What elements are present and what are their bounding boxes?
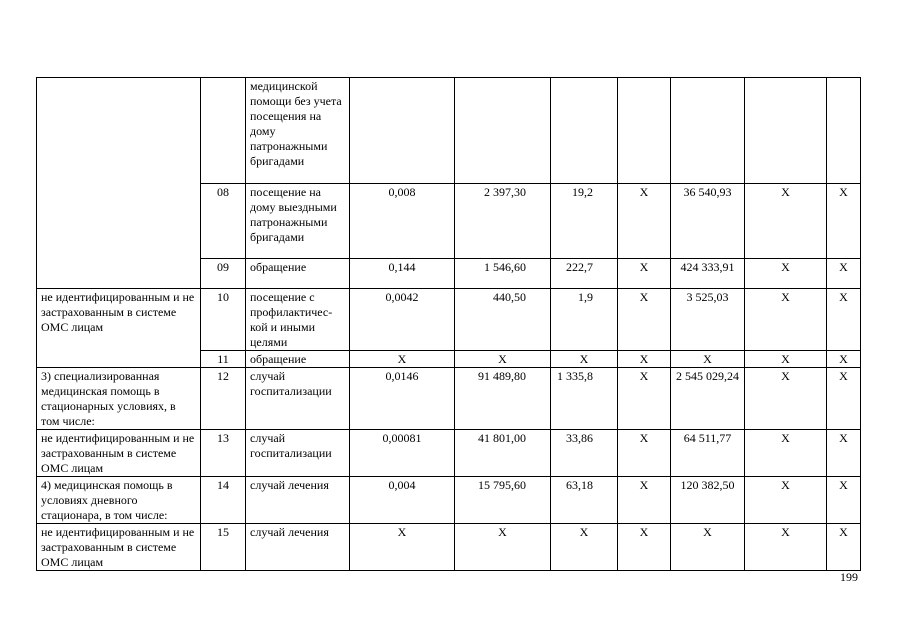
table-row [37, 78, 861, 184]
cell-value: 424 333,91 [671, 259, 745, 289]
cell-value: X [350, 351, 455, 368]
cell-value: X [455, 351, 551, 368]
cell-value: 15 795,60 [455, 477, 551, 524]
page-number: 199 [840, 570, 858, 584]
row-label: 3) специализированная медицинская помощь в стационарных условиях, в том числе: [37, 368, 201, 430]
cell-value [618, 78, 671, 184]
cell-value: 19,2 [551, 184, 618, 259]
row-label: не идентифицированным и не застрахованным в системе ОМС лицам [37, 524, 201, 571]
cell-value: 440,50 [455, 289, 551, 351]
cell-value: 0,0146 [350, 368, 455, 430]
cell-value: X [618, 524, 671, 571]
cell-value: 64 511,77 [671, 430, 745, 477]
row-code: 13 [201, 430, 246, 477]
cell-value: 120 382,50 [671, 477, 745, 524]
cell-value: 91 489,80 [455, 368, 551, 430]
cell-value [350, 78, 455, 184]
row-unit: случай госпитализации [246, 368, 350, 430]
cell-value: 2 397,30 [455, 184, 551, 259]
cell-value: X [745, 289, 827, 351]
cell-value: 33,86 [551, 430, 618, 477]
cell-value: X [827, 351, 861, 368]
row-label: не идентифицированным и не застрахованным в системе ОМС лицам [37, 430, 201, 477]
row-label [37, 259, 201, 289]
cell-value: X [618, 477, 671, 524]
cell-value: X [745, 368, 827, 430]
table-row [37, 430, 861, 477]
table-row [37, 524, 861, 571]
row-code: 15 [201, 524, 246, 571]
row-label [37, 184, 201, 259]
cell-value: X [745, 477, 827, 524]
cell-value: X [551, 524, 618, 571]
cell-value: X [827, 184, 861, 259]
cell-value: X [745, 259, 827, 289]
cell-value: 222,7 [551, 259, 618, 289]
row-code: 10 [201, 289, 246, 351]
row-label: не идентифицированным и не застрахованным в системе ОМС лицам [37, 289, 201, 351]
row-code: 09 [201, 259, 246, 289]
row-unit: обращение [246, 259, 350, 289]
cell-value: 0,008 [350, 184, 455, 259]
cell-value [551, 78, 618, 184]
row-unit: обращение [246, 351, 350, 368]
cell-value: 2 545 029,24 [671, 368, 745, 430]
row-label: 4) медицинская помощь в условиях дневного стационара, в том числе: [37, 477, 201, 524]
cell-value: X [455, 524, 551, 571]
row-code: 14 [201, 477, 246, 524]
cell-value: X [827, 368, 861, 430]
cell-value: X [827, 259, 861, 289]
row-code: 11 [201, 351, 246, 368]
cell-value [827, 78, 861, 184]
cell-value: 0,00081 [350, 430, 455, 477]
cell-value: X [745, 351, 827, 368]
cell-value: 36 540,93 [671, 184, 745, 259]
cell-value: X [350, 524, 455, 571]
cell-value: X [618, 351, 671, 368]
table-row [37, 368, 861, 430]
cell-value [745, 78, 827, 184]
table-row [37, 289, 861, 351]
cell-value: X [618, 184, 671, 259]
row-unit: посещение с профилактичес-кой и иными целями [246, 289, 350, 351]
cell-value: X [551, 351, 618, 368]
cell-value [455, 78, 551, 184]
cell-value: X [745, 184, 827, 259]
cell-value: 0,144 [350, 259, 455, 289]
row-code [201, 78, 246, 184]
row-unit: медицинской помощи без учета посещения на дому патронажными бригадами [246, 78, 350, 184]
table-row [37, 184, 861, 259]
row-unit: случай лечения [246, 477, 350, 524]
cell-value: X [618, 368, 671, 430]
row-code: 12 [201, 368, 246, 430]
table-row [37, 477, 861, 524]
cell-value: X [618, 430, 671, 477]
cell-value: 1,9 [551, 289, 618, 351]
cell-value: 63,18 [551, 477, 618, 524]
cell-value: 1 546,60 [455, 259, 551, 289]
cell-value: X [827, 524, 861, 571]
cell-value: X [827, 430, 861, 477]
table-row [37, 259, 861, 289]
row-label [37, 78, 201, 184]
cell-value: 3 525,03 [671, 289, 745, 351]
row-unit: случай лечения [246, 524, 350, 571]
table-row [37, 351, 861, 368]
cell-value: 1 335,8 [551, 368, 618, 430]
cell-value: 0,0042 [350, 289, 455, 351]
cell-value: X [745, 430, 827, 477]
cell-value: X [671, 351, 745, 368]
cell-value [671, 78, 745, 184]
data-table [36, 77, 861, 571]
cell-value: X [745, 524, 827, 571]
cell-value: X [827, 289, 861, 351]
cell-value: 0,004 [350, 477, 455, 524]
cell-value: X [827, 477, 861, 524]
row-unit: случай госпитализации [246, 430, 350, 477]
row-unit: посещение на дому выездными патронажными бригадами [246, 184, 350, 259]
cell-value: X [618, 289, 671, 351]
cell-value: X [618, 259, 671, 289]
row-code: 08 [201, 184, 246, 259]
row-label [37, 351, 201, 368]
cell-value: 41 801,00 [455, 430, 551, 477]
cell-value: X [671, 524, 745, 571]
